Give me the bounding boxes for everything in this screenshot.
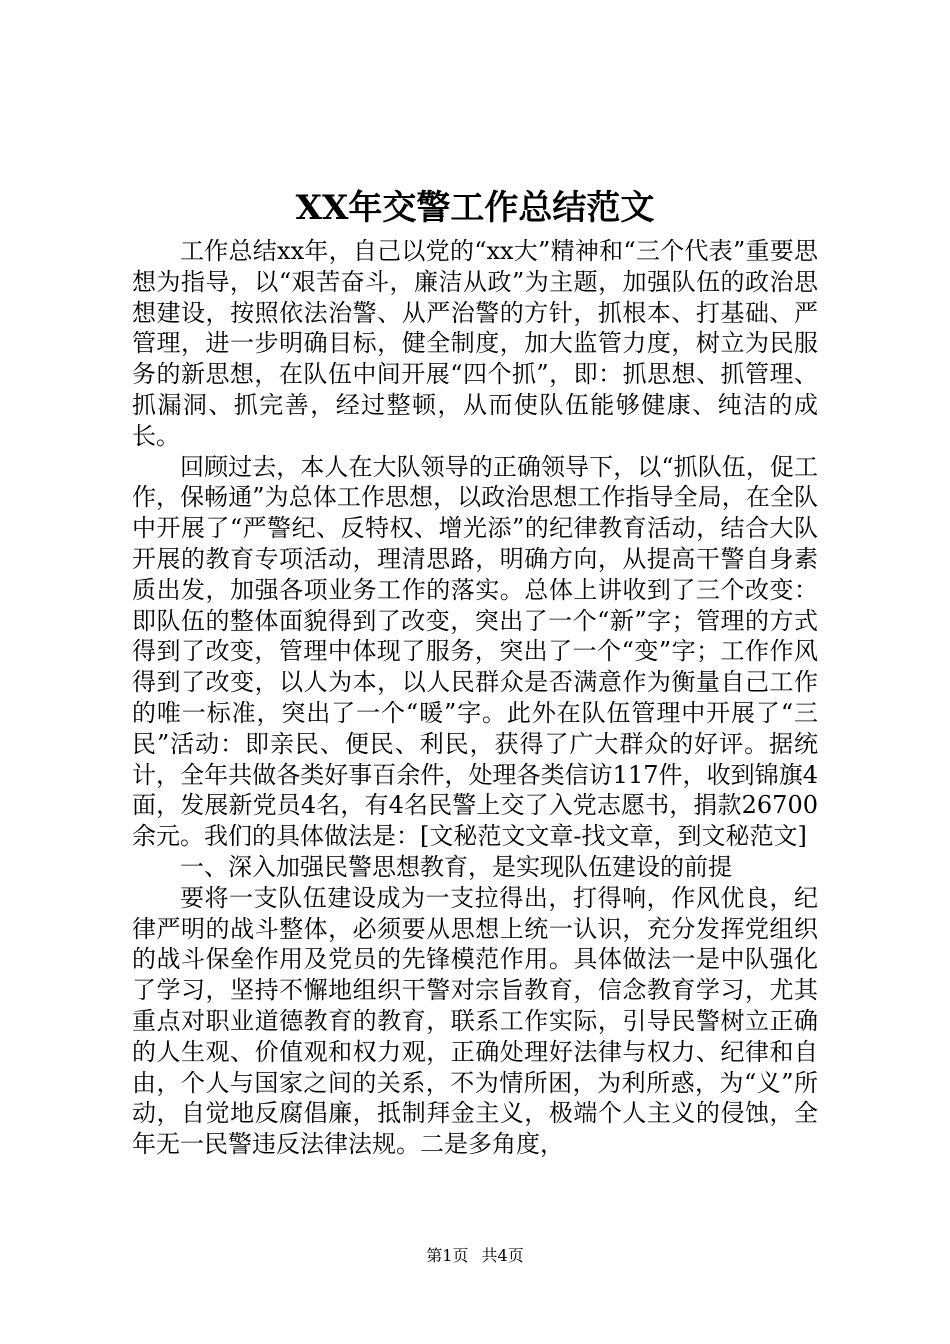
paragraph-section-1: 要将一支队伍建设成为一支拉得出，打得响，作风优良，纪律严明的战斗整体，必须要从思想上统一认识，充分发挥党组织的战斗保垒作用及党员的先锋模范作用。具体做法一是中队强化了学习，坚持不懈地组织干警对宗旨教育，信念教育学习，尤其重点对职业道德教育的教育，联系工作实际，引导民警树立正确的人生观、价值观和权力观，正确处理好法律与权力、纪律和自由，个人与国家之间的关系，不为情所困，为利所惑，为“义”所动，自觉地反腐倡廉，抵制拜金主义，极端个人主义的侵蚀，全年无一民警违反法律法规。二是多角度， <box>132 883 818 1159</box>
document-body <box>132 236 818 1160</box>
paragraph-intro: 工作总结xx年，自己以党的“xx大”精神和“三个代表”重要思想为指导，以“艰苦奋斗，廉洁从政”为主题，加强队伍的政治思想建设，按照依法治警、从严治警的方针，抓根本、打基础、严管理，进一步明确目标，健全制度，加大监管力度，树立为民服务的新思想，在队伍中间开展“四个抓”，即：抓思想、抓管理、抓漏洞、抓完善，经过整顿，从而使队伍能够健康、纯洁的成长。 <box>132 237 818 450</box>
paragraph-review: 回顾过去，本人在大队领导的正确领导下，以“抓队伍，促工作，保畅通”为总体工作思想，以政治思想工作指导全局，在全队中开展了“严警纪、反特权、增光添”的纪律教育活动，结合大队开展的教育专项活动，理清思路，明确方向，从提高干警自身素质出发，加强各项业务工作的落实。总体上讲收到了三个改变：即队伍的整体面貌得到了改变，突出了一个“新”字；管理的方式得到了改变，管理中体现了服务，突出了一个“变”字；工作作风得到了改变，以人为本，以人民群众是否满意作为衡量自己工作的唯一标准，突出了一个“暖”字。此外在队伍管理中开展了“三民”活动：即亲民、便民、利民，获得了广大群众的好评。据统计，全年共做各类好事百余件，处理各类信访117件，收到锦旗4面，发展新党员4名，有4名民警上交了入党志愿书，捐款26700余元。我们的具体做法是：[文秘范文文章-找文章，到文秘范文] <box>132 452 818 851</box>
page-total: 共4页 <box>481 1246 524 1265</box>
page-footer <box>0 1245 950 1267</box>
page-number: 第1页 <box>426 1246 469 1265</box>
section-heading-1: 一、深入加强民警思想教育，是实现队伍建设的前提 <box>180 852 732 881</box>
document-title: XX年交警工作总结范文 <box>295 188 655 228</box>
